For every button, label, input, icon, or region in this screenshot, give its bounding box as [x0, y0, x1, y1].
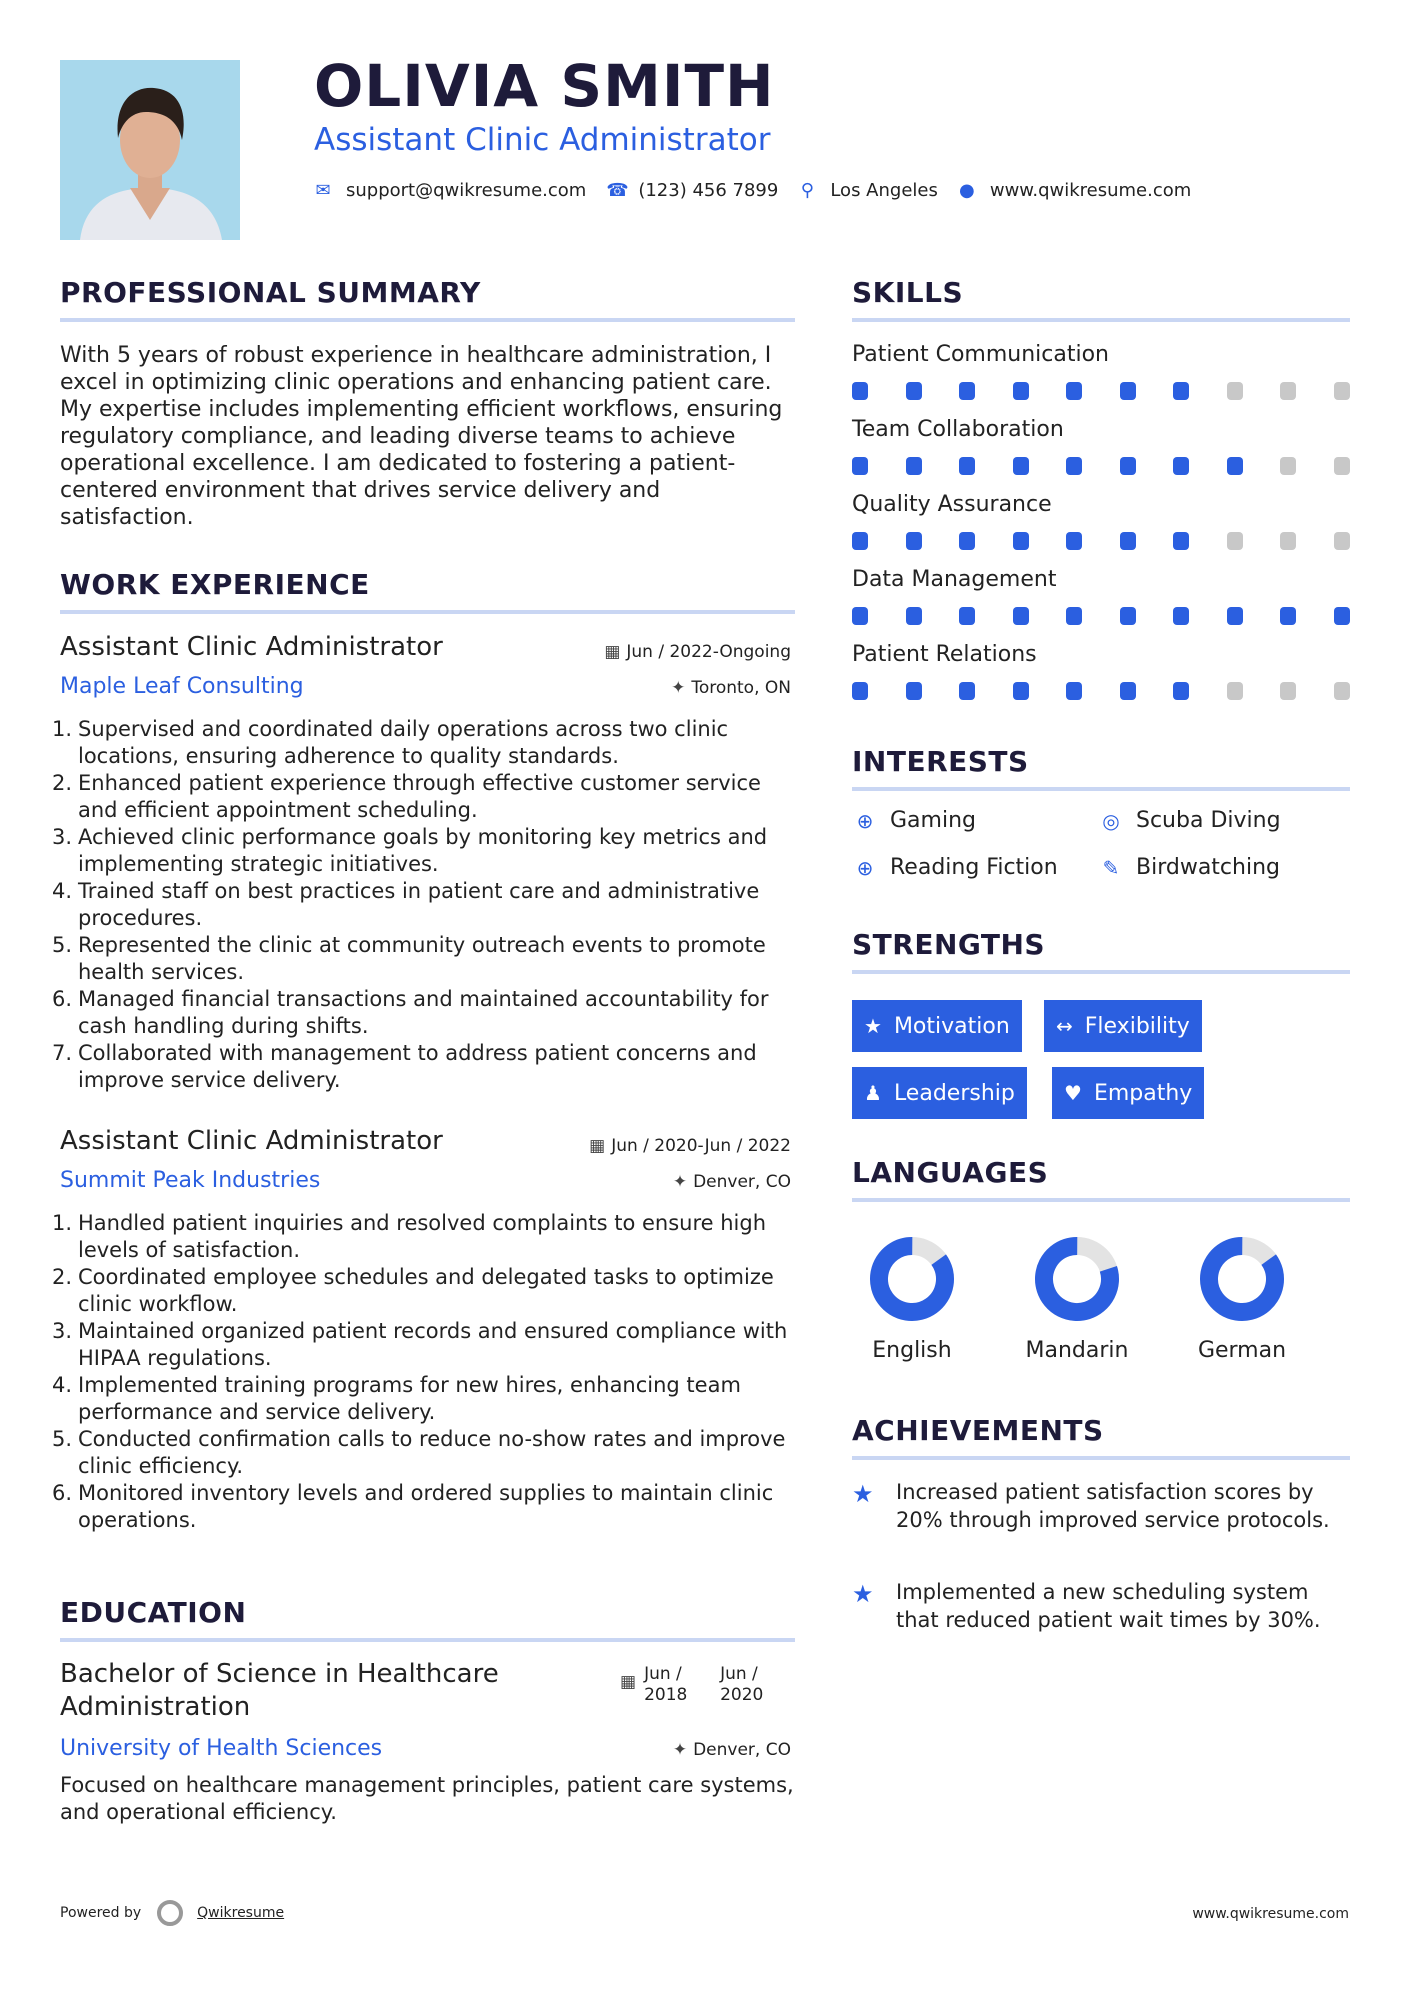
handshake-icon: ♥: [1064, 1081, 1082, 1105]
experience-heading: WORK EXPERIENCE: [60, 568, 370, 601]
skill-rating: [852, 457, 1350, 475]
skill-dot-filled: [1066, 457, 1082, 475]
skill-dot-filled: [852, 532, 868, 550]
interest-item: ◎ Scuba Diving: [1098, 808, 1281, 833]
languages-heading: LANGUAGES: [852, 1156, 1049, 1189]
candidate-role: Assistant Clinic Administrator: [314, 122, 771, 158]
pin-icon: ✦: [672, 1740, 688, 1760]
skill-dot-empty: [1280, 382, 1296, 400]
achievements-heading: ACHIEVEMENTS: [852, 1414, 1104, 1447]
calendar-icon: ▦: [620, 1672, 637, 1692]
interest-item: ⊕ Gaming: [852, 808, 976, 833]
users-icon: ♟: [864, 1081, 882, 1105]
skill-rating: [852, 682, 1350, 700]
website-text: www.qwikresume.com: [989, 180, 1192, 201]
interest-item: ⊕ Reading Fiction: [852, 855, 1058, 880]
skill-dot-filled: [852, 457, 868, 475]
job-company[interactable]: Summit Peak Industries: [60, 1168, 321, 1193]
skill-dot-empty: [1334, 457, 1350, 475]
education-end: Jun / 2020: [720, 1664, 764, 1705]
list-item: 6. Monitored inventory levels and ordered supplies to maintain clinic operations.: [52, 1481, 774, 1532]
language-donut: [867, 1234, 957, 1324]
summary-text: With 5 years of robust experience in healthcare administration, I excel in optimizing clinic operations and enhancing patient care. My expertise includes implementing efficient workflows, ensuring regulatory compliance, and leading diverse teams to achieve operational excellence. I am dedicated to fostering a patient-centered environment that drives service delivery and satisfaction.: [60, 343, 783, 530]
summary-rule: [60, 318, 795, 322]
list-item: 1. Supervised and coordinated daily operations across two clinic locations, ensuring adherence to quality standards.: [52, 717, 729, 768]
skill-dot-filled: [1173, 607, 1189, 625]
calendar-icon: ▦: [604, 642, 621, 662]
lifebuoy-icon: ◎: [1102, 808, 1120, 833]
skill-dot-filled: [959, 607, 975, 625]
education-location: [673, 1740, 791, 1760]
skill-dot-filled: [959, 457, 975, 475]
list-item: 5. Represented the clinic at community outreach events to promote health services.: [52, 933, 766, 984]
skill-dot-filled: [1173, 682, 1189, 700]
list-item: 4. Implemented training programs for new hires, enhancing team performance and service delivery.: [52, 1373, 741, 1424]
education-rule: [60, 1638, 795, 1642]
strengths-rule: [852, 970, 1350, 974]
language-item: [852, 1234, 972, 1363]
language-item: [1182, 1234, 1302, 1363]
email-text: support@qwikresume.com: [346, 180, 587, 201]
skill-dot-filled: [1013, 382, 1029, 400]
job-bullets: [52, 1210, 800, 1534]
qwikresume-logo-icon: [157, 1900, 183, 1926]
job-company[interactable]: Maple Leaf Consulting: [60, 674, 304, 699]
skill-dot-filled: [906, 382, 922, 400]
candidate-name: OLIVIA SMITH: [314, 52, 775, 120]
star-burst-icon: ★: [852, 1580, 874, 1608]
arrows-horizontal-icon: ↔: [1056, 1014, 1073, 1038]
contact-website[interactable]: [958, 180, 1191, 201]
edit-icon: ✎: [1102, 855, 1120, 880]
skill-dot-filled: [906, 457, 922, 475]
skill-dot-filled: [959, 532, 975, 550]
language-name: German: [1197, 1338, 1287, 1363]
strength-badge: ♥ Empathy: [1052, 1067, 1204, 1119]
interests-rule: [852, 787, 1350, 791]
skill-dot-empty: [1334, 532, 1350, 550]
degree-title: Bachelor of Science in Healthcare Administration: [60, 1659, 499, 1722]
skill-dot-empty: [1227, 682, 1243, 700]
skill-name: Data Management: [852, 567, 1057, 592]
skill-dot-filled: [1334, 607, 1350, 625]
donut-fill: [867, 1234, 957, 1324]
strengths-heading: STRENGTHS: [852, 928, 1046, 961]
skill-dot-empty: [1280, 532, 1296, 550]
skill-dot-filled: [906, 607, 922, 625]
brand-link[interactable]: Qwikresume: [197, 1905, 285, 1921]
skill-dot-empty: [1334, 682, 1350, 700]
skill-dot-filled: [1120, 457, 1136, 475]
star-burst-icon: ★: [852, 1480, 874, 1508]
achievements-rule: [852, 1456, 1350, 1460]
list-item: 2. Enhanced patient experience through effective customer service and efficient appointment scheduling.: [52, 771, 761, 822]
job-dates-text: Jun / 2020-Jun / 2022: [611, 1136, 791, 1156]
experience-rule: [60, 610, 795, 614]
skill-dot-filled: [1280, 607, 1296, 625]
skill-dot-filled: [1120, 682, 1136, 700]
job-location: [671, 678, 791, 698]
skill-dot-filled: [1013, 682, 1029, 700]
list-item: 5. Conducted confirmation calls to reduce no-show rates and improve clinic efficiency.: [52, 1427, 786, 1478]
skill-name: Patient Relations: [852, 642, 1037, 667]
envelope-icon: ✉: [315, 180, 331, 201]
footer-powered-by: [60, 1900, 284, 1926]
skill-dot-filled: [1066, 532, 1082, 550]
skill-rating: [852, 382, 1350, 400]
job-location-text: Denver, CO: [693, 1172, 791, 1192]
skills-rule: [852, 318, 1350, 322]
list-item: 3. Achieved clinic performance goals by monitoring key metrics and implementing strategic initiatives.: [52, 825, 768, 876]
language-name: English: [872, 1338, 952, 1363]
education-heading: EDUCATION: [60, 1596, 247, 1629]
location-text: Los Angeles: [830, 180, 938, 201]
job-dates-text: Jun / 2022-Ongoing: [626, 642, 791, 662]
strength-badge: ↔ Flexibility: [1044, 1000, 1202, 1052]
powered-by-text: Powered by: [60, 1905, 142, 1921]
achievement-text: Implemented a new scheduling system that reduced patient wait times by 30%.: [896, 1580, 1321, 1632]
strength-badge: ♟ Leadership: [852, 1067, 1027, 1119]
job-location: [673, 1172, 791, 1192]
education-location-text: Denver, CO: [693, 1740, 791, 1760]
achievement-text: Increased patient satisfaction scores by 20% through improved service protocols.: [896, 1480, 1330, 1532]
strength-badge: ★ Motivation: [852, 1000, 1022, 1052]
skill-dot-empty: [1280, 682, 1296, 700]
globe-icon: ●: [958, 180, 975, 201]
skill-dot-filled: [1227, 457, 1243, 475]
job-dates: [604, 642, 791, 662]
footer-website[interactable]: www.qwikresume.com: [1192, 1906, 1349, 1922]
languages-rule: [852, 1198, 1350, 1202]
skill-dot-filled: [1066, 682, 1082, 700]
phone-text: (123) 456 7899: [638, 180, 779, 201]
skill-dot-filled: [852, 682, 868, 700]
skill-dot-filled: [1120, 382, 1136, 400]
skill-dot-empty: [1227, 532, 1243, 550]
job-title: Assistant Clinic Administrator: [60, 1126, 443, 1156]
skill-dot-filled: [1013, 457, 1029, 475]
skill-name: Quality Assurance: [852, 492, 1052, 517]
skill-dot-filled: [1227, 607, 1243, 625]
pin-icon: ✦: [671, 678, 686, 698]
gamepad-icon: ⊕: [856, 808, 874, 833]
list-item: 4. Trained staff on best practices in patient care and administrative procedures.: [52, 879, 760, 930]
skill-dot-empty: [1334, 382, 1350, 400]
list-item: 1. Handled patient inquiries and resolved complaints to ensure high levels of satisfaction.: [52, 1211, 767, 1262]
skill-dot-filled: [1013, 532, 1029, 550]
skill-dot-filled: [1013, 607, 1029, 625]
school-name[interactable]: University of Health Sciences: [60, 1736, 383, 1761]
education-dates: [620, 1664, 780, 1706]
phone-icon: ☎: [606, 180, 629, 201]
contact-phone[interactable]: [606, 180, 778, 201]
education-description: Focused on healthcare management principles, patient care systems, and operational efficiency.: [60, 1773, 794, 1824]
skill-dot-filled: [1066, 607, 1082, 625]
skill-dot-filled: [852, 607, 868, 625]
skill-dot-filled: [1173, 382, 1189, 400]
skill-dot-filled: [906, 682, 922, 700]
skill-dot-filled: [1120, 607, 1136, 625]
profile-photo: [60, 60, 240, 240]
contact-location: [798, 180, 938, 201]
interests-heading: INTERESTS: [852, 745, 1029, 778]
language-donut: [1032, 1234, 1122, 1324]
skill-dot-filled: [852, 382, 868, 400]
skills-heading: SKILLS: [852, 276, 964, 309]
language-name: Mandarin: [1025, 1338, 1129, 1363]
job-location-text: Toronto, ON: [691, 678, 791, 698]
list-item: 7. Collaborated with management to address patient concerns and improve service delivery.: [52, 1041, 757, 1092]
job-dates: [589, 1136, 791, 1156]
gamepad-icon: ⊕: [856, 855, 874, 880]
skill-dot-filled: [1120, 532, 1136, 550]
interest-item: ✎ Birdwatching: [1098, 855, 1280, 880]
job-title: Assistant Clinic Administrator: [60, 632, 443, 662]
contact-email[interactable]: [314, 180, 586, 201]
skill-dot-filled: [1066, 382, 1082, 400]
skill-dot-filled: [906, 532, 922, 550]
calendar-icon: ▦: [589, 1136, 606, 1156]
map-pin-icon: ⚲: [800, 180, 814, 201]
skill-dot-filled: [959, 382, 975, 400]
achievement-item: [852, 1578, 1352, 1634]
pin-icon: ✦: [672, 1172, 688, 1192]
achievement-item: [852, 1478, 1352, 1534]
star-icon: ★: [864, 1014, 882, 1038]
education-start: Jun / 2018: [644, 1664, 688, 1705]
skill-name: Patient Communication: [852, 342, 1109, 367]
skill-dot-filled: [959, 682, 975, 700]
skill-rating: [852, 607, 1350, 625]
list-item: 2. Coordinated employee schedules and delegated tasks to optimize clinic workflow.: [52, 1265, 774, 1316]
contact-bar: [314, 180, 1211, 201]
summary-heading: PROFESSIONAL SUMMARY: [60, 276, 481, 309]
skill-dot-empty: [1227, 382, 1243, 400]
language-donut: [1197, 1234, 1287, 1324]
skill-dot-empty: [1280, 457, 1296, 475]
list-item: 3. Maintained organized patient records and ensured compliance with HIPAA regulations.: [52, 1319, 788, 1370]
skill-name: Team Collaboration: [852, 417, 1064, 442]
skill-rating: [852, 532, 1350, 550]
skill-dot-filled: [1173, 457, 1189, 475]
skill-dot-filled: [1173, 532, 1189, 550]
donut-fill: [1197, 1234, 1287, 1324]
language-item: [1017, 1234, 1137, 1363]
job-bullets: [52, 716, 800, 1094]
list-item: 6. Managed financial transactions and maintained accountability for cash handling during shifts.: [52, 987, 769, 1038]
